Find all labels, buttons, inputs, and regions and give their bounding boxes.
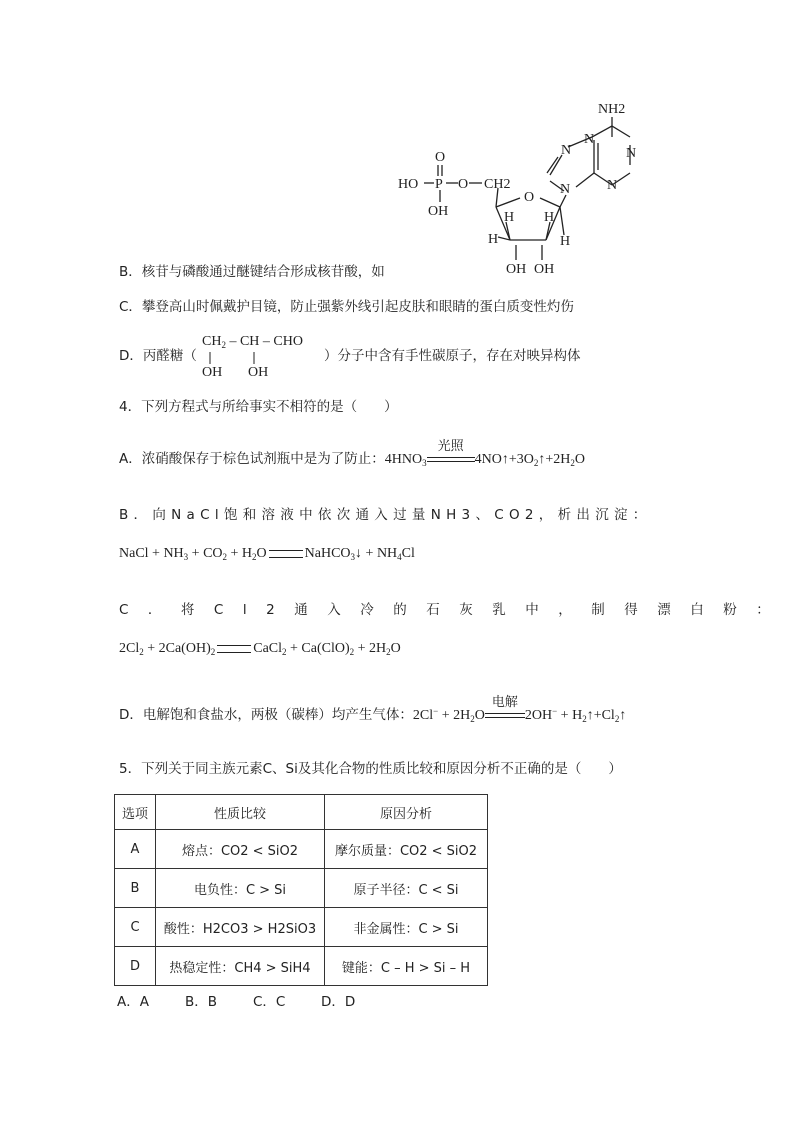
- condition-label: 电解: [491, 695, 518, 710]
- reason-cell: 键能：C – H > Si – H: [325, 947, 488, 986]
- choice-a[interactable]: A．A: [117, 994, 149, 1010]
- oh-subscript: OH: [248, 365, 269, 380]
- q4-option-c: [119, 601, 789, 619]
- property-cell: 熔点：CO2 < SiO2: [156, 830, 325, 869]
- table-row: [115, 830, 488, 869]
- formula-bonds: [200, 351, 280, 365]
- oh-label: OH: [534, 262, 555, 277]
- glyceraldehyde-formula: $CH_2$ – CH – CHO: [202, 334, 303, 350]
- property-cell: 热稳定性：CH4 > SiH4: [156, 947, 325, 986]
- table-row: [115, 908, 488, 947]
- oh-label: OH: [506, 262, 527, 277]
- table-row: [115, 947, 488, 986]
- option-cell: B: [115, 869, 156, 908]
- reason-cell: 原子半径：C < Si: [325, 869, 488, 908]
- q5-stem: 5．下列关于同主族元素C、Si及其化合物的性质比较和原因分析不正确的是（ ）: [119, 761, 622, 777]
- h-label: H: [544, 210, 555, 225]
- comparison-table: [114, 794, 488, 986]
- reaction-condition-arrow: [427, 439, 475, 466]
- condition-label: 光照: [437, 439, 464, 454]
- option-c-text: C．攀登高山时佩戴护目镜，防止强紫外线引起皮肤和眼睛的蛋白质变性灼伤: [119, 299, 574, 315]
- property-cell: 电负性：C > Si: [156, 869, 325, 908]
- n-label: N: [584, 132, 595, 147]
- option-d-prefix: D．丙醛糖（: [119, 348, 197, 364]
- q4-b-equation: NaCl + $NH_3 + CO_2 + H_2O$ NaHCO$_3$↓ + $NH_4Cl$: [119, 546, 415, 562]
- reason-cell: 摩尔质量：CO2 < SiO2: [325, 830, 488, 869]
- n-label: N: [561, 143, 572, 158]
- table-header: 原因分析: [325, 795, 488, 830]
- choice-d[interactable]: D．D: [321, 994, 356, 1010]
- table-header: 选项: [115, 795, 156, 830]
- q5-choices: [117, 993, 355, 1011]
- reason-cell: 非金属性：C > Si: [325, 908, 488, 947]
- o-label: O: [458, 177, 469, 192]
- property-cell: 酸性：H2CO3 > H2SiO3: [156, 908, 325, 947]
- nh2-label: NH2: [598, 102, 626, 117]
- oh-label: OH: [428, 204, 449, 219]
- q4-a-text: A．浓硝酸保存于棕色试剂瓶中是为了防止：: [119, 451, 385, 467]
- q4-c-equation: $2Cl_2 + 2Ca(OH)_2$ CaCl$_2$ + $Ca(ClO)_2 + 2H_2O$: [119, 641, 401, 657]
- q4-b-text: B．向NaCl饱和溶液中依次通入过量NH3、CO2，析出沉淀：: [119, 507, 652, 523]
- option-cell: A: [115, 830, 156, 869]
- option-b-text: B．核苷与磷酸通过醚键结合形成核苷酸，如: [119, 264, 385, 280]
- option-d-suffix: ）分子中含有手性碳原子，存在对映异构体: [324, 348, 581, 364]
- reaction-condition-arrow: [485, 695, 525, 722]
- ring-o-label: O: [524, 190, 535, 205]
- option-cell: C: [115, 908, 156, 947]
- q4-option-d: D．电解饱和食盐水，两极（碳棒）均产生气体：$2Cl^- + 2H_2O$ 电解 $2OH^- + H_2↑+Cl_2↑$: [119, 695, 627, 724]
- p-label: P: [435, 177, 443, 192]
- choice-c[interactable]: C．C: [253, 994, 286, 1010]
- q4-c-text: C．将Cl2通入冷的石灰乳中，制得漂白粉：: [119, 602, 790, 618]
- choice-b[interactable]: B．B: [185, 994, 218, 1010]
- ch2-label: CH2: [484, 177, 511, 192]
- q4-stem: 4．下列方程式与所给事实不相符的是（ ）: [119, 399, 398, 415]
- o-label: O: [435, 150, 446, 165]
- q4-option-a: A．浓硝酸保存于棕色试剂瓶中是为了防止：$4HNO_3$ 光照 $4NO↑+3O_2↑+2H_2O$: [119, 439, 585, 468]
- h-label: H: [488, 232, 499, 247]
- q4-option-b: [119, 506, 652, 524]
- h-label: H: [560, 234, 571, 249]
- option-cell: D: [115, 947, 156, 986]
- oh-subscript: OH: [202, 365, 223, 380]
- n-label: N: [607, 178, 618, 193]
- table-row: [115, 869, 488, 908]
- q4-d-text: D．电解饱和食盐水，两极（碳棒）均产生气体：: [119, 707, 413, 723]
- ho-label: HO: [398, 177, 419, 192]
- table-header: 性质比较: [156, 795, 325, 830]
- n9-label: N: [560, 182, 571, 197]
- n-label: N: [626, 146, 637, 161]
- h-label: H: [504, 210, 515, 225]
- amp-structure-diagram: [380, 95, 670, 285]
